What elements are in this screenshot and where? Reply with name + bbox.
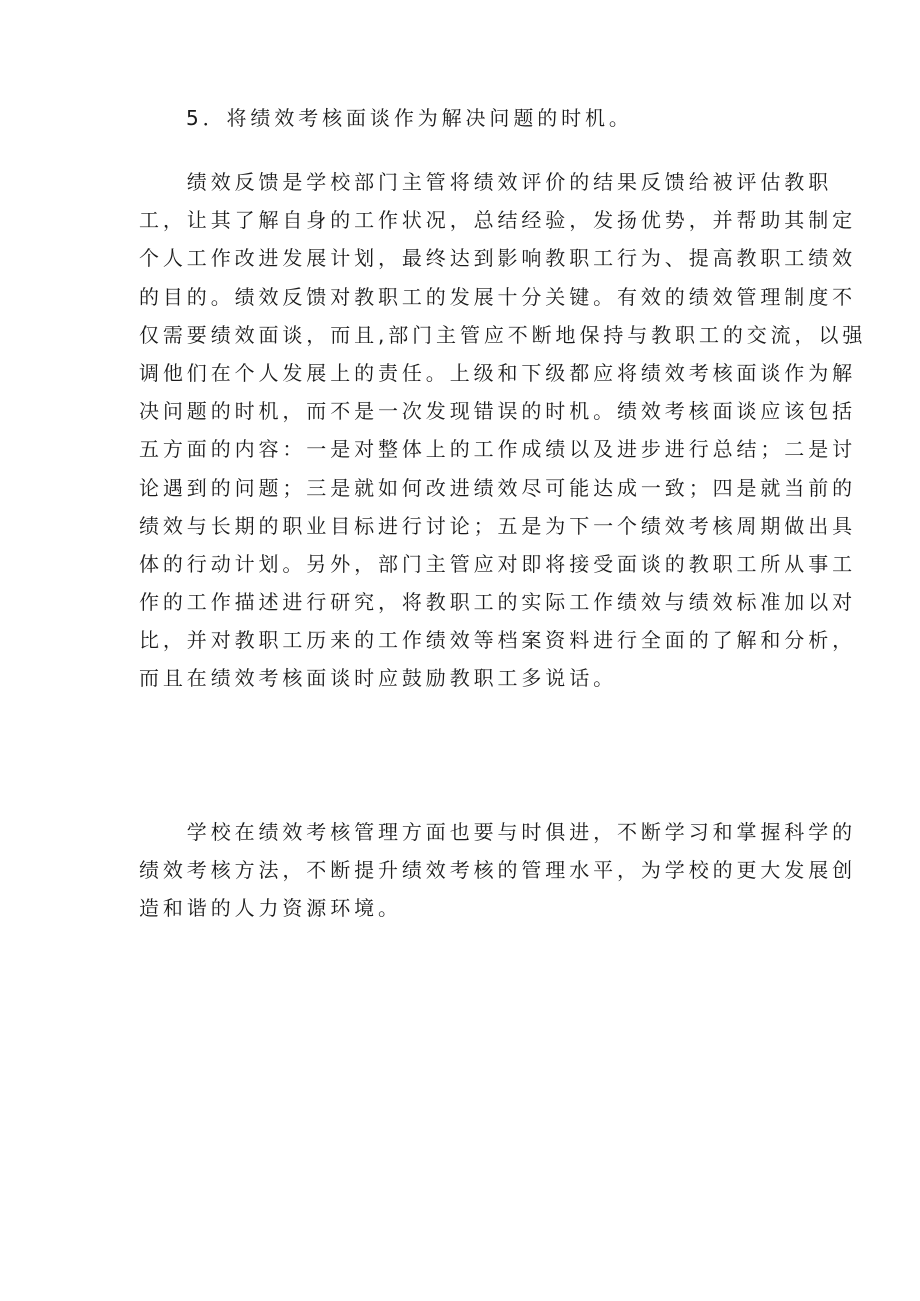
paragraph-line: 绩效考核方法，不断提升绩效考核的管理水平，为学校的更大发展创 (139, 858, 856, 883)
paragraph-line: 学校在绩效考核管理方面也要与时俱进，不断学习和掌握科学的 (139, 820, 856, 844)
paragraph-line: 仅需要绩效面谈，而且,部门主管应不断地保持与教职工的交流，以强 (139, 322, 867, 347)
paragraph-line: 五方面的内容：一是对整体上的工作成绩以及进步进行总结；二是讨 (139, 437, 856, 462)
paragraph-line: 决问题的时机，而不是一次发现错误的时机。绩效考核面谈应该包括 (139, 399, 856, 424)
paragraph-line: 绩效反馈是学校部门主管将绩效评价的结果反馈给被评估教职 (139, 170, 833, 194)
paragraph-line: 造和谐的人力资源环境。 (139, 896, 402, 921)
paragraph-line: 体的行动计划。另外，部门主管应对即将接受面谈的教职工所从事工 (139, 551, 856, 576)
paragraph-line: 论遇到的问题；三是就如何改进绩效尽可能达成一致；四是就当前的 (139, 475, 856, 500)
paragraph-line: 绩效与长期的职业目标进行讨论；五是为下一个绩效考核周期做出具 (139, 513, 856, 538)
section-heading (186, 99, 840, 137)
paragraph-line: 个人工作改进发展计划，最终达到影响教职工行为、提高教职工绩效 (139, 246, 856, 271)
paragraph-line: 比，并对教职工历来的工作绩效等档案资料进行全面的了解和分析， (139, 628, 856, 653)
paragraph-conclusion (139, 813, 856, 928)
paragraph-feedback (139, 163, 867, 698)
paragraph-line: 的目的。绩效反馈对教职工的发展十分关键。有效的绩效管理制度不 (139, 284, 856, 309)
paragraph-line: 调他们在个人发展上的责任。上级和下级都应将绩效考核面谈作为解 (139, 360, 856, 385)
paragraph-line: 而且在绩效考核面谈时应鼓励教职工多说话。 (139, 666, 617, 691)
paragraph-line: 作的工作描述进行研究，将教职工的实际工作绩效与绩效标准加以对 (139, 590, 856, 615)
heading-line: 5．将绩效考核面谈作为解决问题的时机。 (186, 106, 633, 130)
paragraph-line: 工，让其了解自身的工作状况，总结经验，发扬优势，并帮助其制定 (139, 208, 856, 233)
